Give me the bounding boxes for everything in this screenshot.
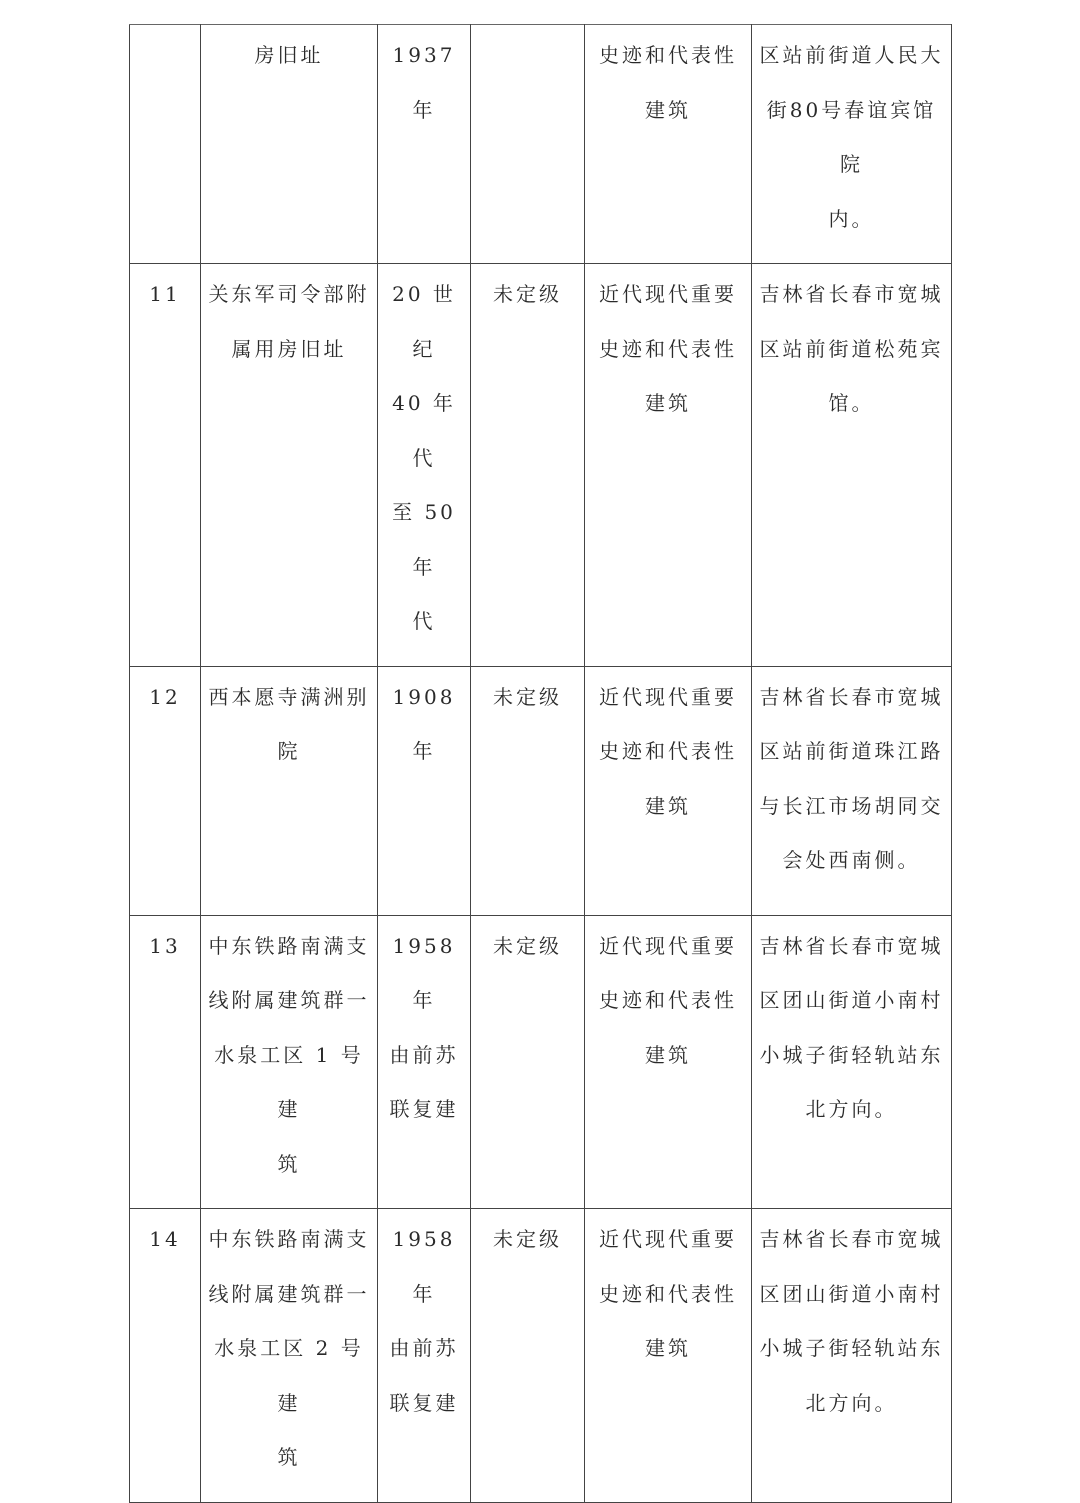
cell-level: 未定级 — [471, 264, 585, 667]
cell-name-line: 属用房旧址 — [231, 336, 347, 361]
cell-level: 未定级 — [471, 915, 585, 1209]
cell-type — [585, 666, 752, 915]
cell-name-line: 筑 — [277, 1151, 301, 1176]
cell-name — [201, 1209, 378, 1503]
cell-name-line: 线附属建筑群一 — [208, 988, 370, 1012]
cell-address-line: 吉林省长春市宽城 — [759, 933, 944, 958]
cell-address-line: 与长江市场胡同交 — [759, 793, 944, 818]
cell-address-line: 吉林省长春市宽城 — [759, 684, 944, 709]
cell-name-line: 水泉工区 1 号建 — [214, 1042, 364, 1121]
cell-era — [378, 25, 471, 264]
cell-address — [752, 915, 952, 1209]
cell-era — [378, 666, 471, 915]
cell-address-line: 北方向。 — [805, 1390, 898, 1415]
cell-type-line: 建筑 — [645, 1042, 691, 1067]
cell-era-line: 联复建 — [389, 1097, 459, 1121]
cell-name-line: 筑 — [277, 1445, 301, 1469]
cell-type-line: 近代现代重要 — [599, 684, 737, 709]
cell-type-line: 史迹和代表性 — [599, 336, 737, 361]
cell-era-line: 至 50 年 — [392, 500, 456, 579]
cell-name — [201, 915, 378, 1209]
table-row — [130, 264, 952, 667]
cell-address — [752, 666, 952, 915]
cell-address-line: 区团山街道小南村 — [759, 1281, 944, 1306]
cell-address — [752, 25, 952, 264]
cell-level: 未定级 — [471, 1209, 585, 1503]
cell-type-line: 史迹和代表性 — [599, 43, 737, 67]
table-row — [130, 1209, 952, 1503]
cell-type-line: 近代现代重要 — [599, 933, 737, 958]
cell-era-line: 代 — [412, 609, 436, 633]
cell-era-line: 1908 年 — [392, 684, 456, 763]
cell-name — [201, 264, 378, 667]
cell-type-line: 建筑 — [645, 391, 691, 415]
cell-address-line: 街80号春谊宾馆院 — [766, 97, 937, 176]
cell-address-line: 内。 — [828, 206, 875, 231]
cell-era-line: 20 世纪 — [392, 282, 456, 361]
cell-name — [201, 25, 378, 264]
cell-era — [378, 1209, 471, 1503]
cell-era-line: 1958 年 — [392, 1227, 456, 1306]
cell-number — [130, 25, 201, 264]
table-row — [130, 666, 952, 915]
cell-type — [585, 915, 752, 1209]
cell-type-line: 近代现代重要 — [599, 282, 737, 306]
cell-address-line: 区站前街道珠江路 — [759, 739, 944, 763]
table-row — [130, 25, 952, 264]
table-row — [130, 915, 952, 1209]
cell-type-line: 史迹和代表性 — [599, 988, 737, 1012]
cell-type-line: 史迹和代表性 — [599, 1281, 737, 1306]
cell-name-line: 线附属建筑群一 — [208, 1281, 370, 1306]
cell-type-line: 建筑 — [645, 97, 691, 122]
cell-address-line: 吉林省长春市宽城 — [759, 1227, 944, 1251]
cell-address-line: 北方向。 — [805, 1097, 898, 1121]
cell-era-line: 由前苏 — [389, 1042, 459, 1067]
cell-type-line: 建筑 — [645, 793, 691, 818]
cell-type — [585, 1209, 752, 1503]
cell-name — [201, 666, 378, 915]
cell-era-line: 40 年代 — [392, 391, 456, 470]
cell-address-line: 区站前街道人民大 — [759, 43, 944, 67]
cell-name-line: 房旧址 — [254, 43, 324, 67]
cell-address-line: 区站前街道松苑宾 — [759, 336, 944, 361]
cell-address-line: 小城子街轻轨站东 — [759, 1042, 944, 1067]
cell-address-line: 吉林省长春市宽城 — [759, 282, 944, 306]
cell-era-line: 联复建 — [389, 1390, 459, 1415]
cell-name-line: 关东军司令部附 — [208, 282, 370, 306]
cell-number: 14 — [130, 1209, 201, 1503]
cell-address-line: 会处西南侧。 — [782, 848, 921, 872]
cell-number: 11 — [130, 264, 201, 667]
cell-address — [752, 1209, 952, 1503]
cell-name-line: 水泉工区 2 号建 — [214, 1336, 364, 1415]
cell-era — [378, 915, 471, 1209]
cell-name-line: 中东铁路南满支 — [208, 933, 370, 958]
cell-number: 12 — [130, 666, 201, 915]
cell-address-line: 馆。 — [828, 391, 875, 415]
cell-name-line: 西本愿寺满洲别 — [208, 684, 370, 709]
cell-address — [752, 264, 952, 667]
cell-type — [585, 25, 752, 264]
cell-type-line: 史迹和代表性 — [599, 739, 737, 763]
cell-number: 13 — [130, 915, 201, 1209]
cell-type — [585, 264, 752, 667]
heritage-sites-table — [129, 24, 952, 1503]
cell-era-line: 1958 年 — [392, 933, 456, 1012]
cell-address-line: 小城子街轻轨站东 — [759, 1336, 944, 1360]
cell-era — [378, 264, 471, 667]
cell-name-line: 中东铁路南满支 — [208, 1227, 370, 1251]
cell-type-line: 建筑 — [645, 1336, 691, 1360]
cell-level — [471, 25, 585, 264]
cell-level: 未定级 — [471, 666, 585, 915]
cell-name-line: 院 — [277, 739, 301, 763]
cell-era-line: 1937 年 — [392, 43, 456, 122]
cell-address-line: 区团山街道小南村 — [759, 988, 944, 1012]
cell-era-line: 由前苏 — [389, 1336, 459, 1360]
cell-type-line: 近代现代重要 — [599, 1227, 737, 1251]
